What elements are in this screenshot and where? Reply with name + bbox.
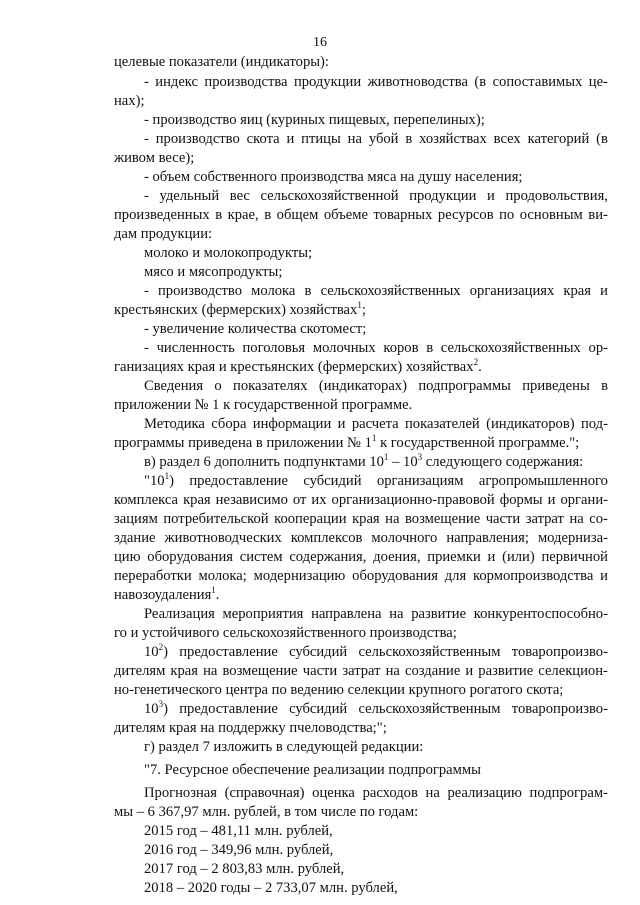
- text-run: следующего содержания:: [422, 454, 584, 470]
- word: здание: [114, 530, 156, 546]
- word: и: [286, 131, 295, 147]
- word: $10^3$): [144, 699, 168, 717]
- word: субсидий: [289, 701, 348, 717]
- word: края: [183, 492, 211, 508]
- word: оценка: [312, 785, 355, 801]
- word: животноводства: [367, 74, 468, 90]
- word: и: [487, 549, 496, 565]
- word: молочных: [312, 340, 376, 356]
- word: создание: [405, 663, 461, 679]
- text-line: [144, 263, 282, 281]
- text-line: [114, 358, 482, 376]
- footnote-mark: 1: [211, 585, 216, 595]
- word: оборудования: [147, 549, 233, 565]
- word: (справочная): [224, 785, 305, 801]
- text-line: [114, 567, 608, 585]
- word: всех: [493, 131, 521, 147]
- footnote-mark: 1: [357, 300, 362, 310]
- word: в: [215, 207, 223, 223]
- word: расчета: [351, 416, 399, 432]
- text-line: [144, 187, 608, 205]
- text-line: [144, 738, 423, 756]
- word: направлена: [311, 606, 382, 622]
- text-run: ;: [361, 302, 366, 318]
- text-run: г) раздел 7 изложить в следующей редакции:: [144, 739, 424, 755]
- text-run: - производство яиц (куриных пищевых, перепелиных);: [144, 112, 485, 128]
- word: края: [170, 663, 198, 679]
- word: комплекса: [114, 492, 179, 508]
- text-run: мы – 6 367,97 млн. рублей, в том числе по годам:: [114, 804, 419, 820]
- text-line: [144, 605, 608, 623]
- footnote-mark: 1: [383, 452, 389, 462]
- word: -: [144, 283, 149, 299]
- word: и: [465, 663, 474, 679]
- word: предоставление: [179, 644, 278, 660]
- word: агропромышленного: [478, 473, 608, 489]
- word: кооперации: [274, 511, 347, 527]
- word: молока;: [198, 568, 247, 584]
- text-line: [144, 761, 481, 779]
- text-line: [114, 662, 608, 680]
- word: края: [352, 511, 380, 527]
- text-line: [144, 643, 608, 661]
- text-run: но-генетического центра по ведению селекции крупного рогатого скота;: [114, 682, 564, 698]
- word: первичной: [541, 549, 608, 565]
- text-line: [114, 586, 219, 604]
- text-line: [144, 73, 608, 91]
- word: по: [499, 207, 515, 223]
- word: дителям: [114, 663, 166, 679]
- text-line: [144, 168, 522, 186]
- word: части: [485, 511, 521, 527]
- page-number: 16: [313, 35, 327, 50]
- word: удельный: [159, 188, 220, 204]
- word: для: [444, 568, 467, 584]
- word: на: [385, 511, 400, 527]
- word: -: [144, 74, 149, 90]
- text-line: [114, 624, 457, 642]
- word: молочного: [371, 530, 438, 546]
- text-line: [144, 415, 608, 433]
- text-run: крестьянских (фермерских) хозяйствах: [114, 302, 358, 318]
- word: хозяйствах: [419, 131, 487, 147]
- word: товарных: [373, 207, 433, 223]
- text-run: к государственной программе.";: [376, 435, 580, 451]
- word: организациях: [469, 283, 555, 299]
- word: формы: [499, 492, 543, 508]
- word: сельскохозяйственным: [358, 701, 501, 717]
- word: под-: [580, 416, 608, 432]
- word: на: [347, 131, 362, 147]
- word: со-: [589, 511, 608, 527]
- text-line: [144, 282, 608, 300]
- word: общем: [276, 207, 319, 223]
- word: предоставление: [189, 473, 288, 489]
- footnote-mark: 1: [371, 433, 377, 443]
- text-run: целевые показатели (индикаторы):: [114, 54, 329, 70]
- word: в: [426, 340, 434, 356]
- text-run: ганизациях края и крестьянских (фермерских) хозяйствах: [114, 359, 474, 375]
- text-run: приложении № 1 к государственной программе.: [114, 397, 413, 413]
- word: ви-: [588, 207, 608, 223]
- text-run: мясо и мясопродукты;: [144, 264, 283, 280]
- word: в: [405, 131, 413, 147]
- word: и: [600, 283, 608, 299]
- text-run: дам продукции:: [114, 226, 213, 242]
- word: в: [601, 378, 608, 394]
- word: организациям: [376, 473, 464, 489]
- word: (в: [474, 74, 487, 90]
- footnote-mark: 1: [164, 471, 170, 481]
- word: сопоставимых: [492, 74, 583, 90]
- word: товаропроизво-: [511, 701, 608, 717]
- text-run: .: [215, 587, 220, 603]
- word: подпрограммы: [418, 378, 511, 394]
- word: кормопроизводства: [472, 568, 594, 584]
- word: их: [311, 492, 327, 508]
- word: субсидий: [289, 644, 348, 660]
- word: производство: [158, 283, 243, 299]
- word: возмещение: [405, 511, 481, 527]
- text-run: программы приведена в приложении № 1: [114, 435, 372, 451]
- word: реализацию: [447, 785, 522, 801]
- word: комплексов: [290, 530, 363, 546]
- word: -: [144, 340, 149, 356]
- text-line: [144, 377, 608, 395]
- word: продукции: [409, 188, 477, 204]
- text-line: [144, 339, 608, 357]
- word: производство: [155, 131, 240, 147]
- text-line: [114, 53, 329, 71]
- word: края: [563, 283, 591, 299]
- word: от: [292, 492, 307, 508]
- word: и: [487, 188, 495, 204]
- word: продукции: [293, 74, 362, 90]
- text-line: [144, 822, 333, 840]
- word: коров: [383, 340, 419, 356]
- word: переработки: [114, 568, 192, 584]
- text-run: 2017 год – 2 803,83 млн. рублей,: [144, 861, 345, 877]
- word: на: [385, 663, 400, 679]
- word: подпрограм-: [529, 785, 608, 801]
- text-run: го и устойчивого сельскохозяйственного производства;: [114, 625, 457, 641]
- word: развитие: [411, 606, 467, 622]
- text-line: [114, 681, 563, 699]
- text-line: [114, 803, 418, 821]
- word: (индикаторов): [486, 416, 575, 432]
- word: основным: [519, 207, 583, 223]
- footnote-mark: 2: [473, 357, 479, 367]
- word: мероприятия: [222, 606, 304, 622]
- word: приемки: [427, 549, 481, 565]
- text-line: [144, 860, 344, 878]
- text-line: [114, 529, 608, 547]
- word: -: [144, 188, 149, 204]
- word: затрат: [342, 663, 381, 679]
- word: поголовья: [242, 340, 306, 356]
- text-line: [144, 320, 366, 338]
- word: направления;: [446, 530, 529, 546]
- word: сельскохозяйственным: [358, 644, 501, 660]
- word: Методика: [144, 416, 205, 432]
- text-line: [114, 396, 412, 414]
- text-run: нах);: [114, 93, 145, 109]
- text-line: [144, 700, 608, 718]
- text-run: - объем собственного производства мяса на душу населения;: [144, 169, 523, 185]
- word: на: [425, 785, 440, 801]
- word: убой: [368, 131, 399, 147]
- text-run: 2018 – 2020 годы – 2 733,07 млн. рублей,: [144, 880, 398, 896]
- text-run: "7. Ресурсное обеспечение реализации подпрограммы: [144, 762, 481, 778]
- word: модерниза-: [537, 530, 608, 546]
- word: о: [214, 378, 222, 394]
- word: продовольствия,: [505, 188, 608, 204]
- text-run: молоко и молокопродукты;: [144, 245, 313, 261]
- text-line: [144, 784, 608, 802]
- text-run: - увеличение количества скотомест;: [144, 321, 367, 337]
- word: селекцион-: [538, 663, 608, 679]
- text-line: [114, 206, 608, 224]
- word: (в: [596, 131, 608, 147]
- word: категорий: [527, 131, 590, 147]
- text-run: – 10: [388, 454, 418, 470]
- word: в: [304, 283, 312, 299]
- word: потребительской: [163, 511, 269, 527]
- word: сельскохозяйственных: [440, 340, 581, 356]
- word: субсидий: [303, 473, 362, 489]
- text-line: [144, 111, 485, 129]
- word: модернизацию: [253, 568, 346, 584]
- word: -: [144, 131, 149, 147]
- word: животноводческих: [164, 530, 282, 546]
- word: показателей: [404, 416, 480, 432]
- word: крае,: [227, 207, 259, 223]
- word: цию: [114, 549, 141, 565]
- word: сельскохозяйственных: [320, 283, 461, 299]
- word: организационно-правовой: [331, 492, 495, 508]
- word: на: [389, 606, 404, 622]
- word: птицы: [301, 131, 341, 147]
- word: ор-: [588, 340, 608, 356]
- text-line: [114, 510, 608, 528]
- text-line: [114, 491, 608, 509]
- word: на: [569, 511, 584, 527]
- word: молока: [251, 283, 296, 299]
- text-line: [144, 453, 583, 471]
- footnote-mark: 3: [417, 452, 423, 462]
- word: объеме: [323, 207, 368, 223]
- word: содержания,: [289, 549, 367, 565]
- word: $10^2$): [144, 642, 168, 660]
- text-line: [114, 225, 212, 243]
- word: органи-: [560, 492, 608, 508]
- word: сельскохозяйственной: [260, 188, 399, 204]
- text-run: в) раздел 6 дополнить подпунктами 10: [144, 454, 384, 470]
- word: ресурсов: [437, 207, 494, 223]
- word: и: [337, 416, 346, 432]
- word: Реализация: [144, 606, 215, 622]
- word: товаропроизво-: [511, 644, 608, 660]
- word: показателях: [233, 378, 308, 394]
- word: систем: [239, 549, 283, 565]
- word: индекс: [155, 74, 199, 90]
- text-run: 2015 год – 481,11 млн. рублей,: [144, 823, 333, 839]
- word: "$10^1$): [144, 471, 174, 489]
- word: доения,: [373, 549, 421, 565]
- text-run: .: [478, 359, 482, 375]
- word: Прогнозная: [144, 785, 217, 801]
- text-line: [114, 434, 579, 452]
- word: предоставление: [179, 701, 278, 717]
- word: оборудования: [352, 568, 438, 584]
- text-run: дителям края на поддержку пчеловодства;";: [114, 720, 387, 736]
- word: приведены: [522, 378, 590, 394]
- text-line: [114, 149, 194, 167]
- text-line: [114, 301, 366, 319]
- text-line: [144, 879, 398, 897]
- word: численность: [156, 340, 235, 356]
- word: конкурентоспособно-: [473, 606, 608, 622]
- footnote-mark: 3: [158, 699, 164, 709]
- word: производства: [204, 74, 288, 90]
- word: развитие: [478, 663, 534, 679]
- word: в: [264, 207, 272, 223]
- text-line: [114, 719, 387, 737]
- word: возмещение: [222, 663, 298, 679]
- text-line: [144, 244, 312, 262]
- word: (индикаторах): [318, 378, 407, 394]
- text-run: навозоудаления: [114, 587, 212, 603]
- word: затрат: [525, 511, 564, 527]
- word: на: [203, 663, 218, 679]
- word: (или): [502, 549, 535, 565]
- word: скота: [246, 131, 280, 147]
- text-line: [144, 472, 608, 490]
- word: произведенных: [114, 207, 210, 223]
- text-run: 2016 год – 349,96 млн. рублей,: [144, 842, 334, 858]
- text-run: живом весе);: [114, 150, 195, 166]
- word: расходов: [362, 785, 418, 801]
- text-line: [144, 130, 608, 148]
- text-line: [114, 548, 608, 566]
- text-line: [114, 92, 145, 110]
- word: вес: [229, 188, 250, 204]
- footnote-mark: 2: [158, 642, 164, 652]
- word: и: [600, 568, 608, 584]
- word: зациям: [114, 511, 158, 527]
- text-line: [144, 841, 333, 859]
- word: и: [547, 492, 556, 508]
- word: независимо: [215, 492, 288, 508]
- word: информации: [252, 416, 332, 432]
- word: части: [302, 663, 338, 679]
- word: сбора: [211, 416, 247, 432]
- word: Сведения: [144, 378, 204, 394]
- word: це-: [588, 74, 608, 90]
